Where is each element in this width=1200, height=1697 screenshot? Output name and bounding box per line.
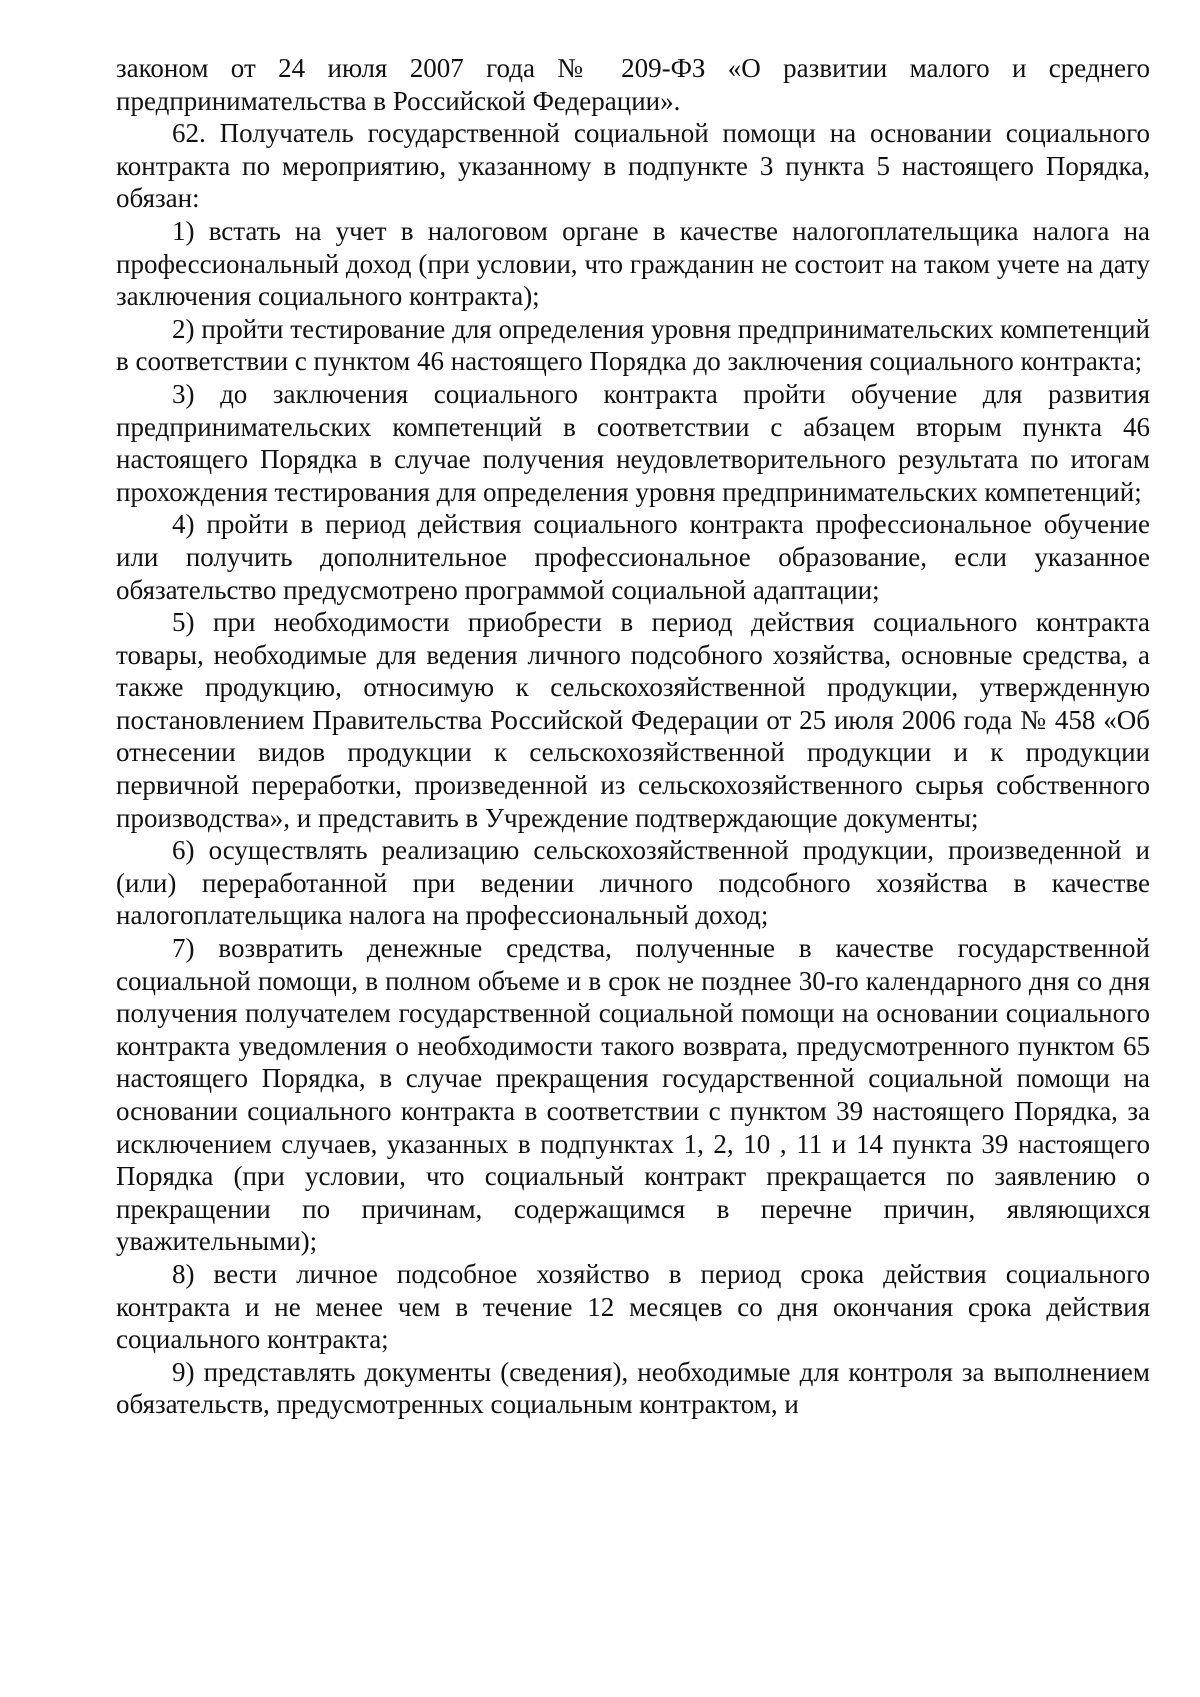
paragraph-continuation: законом от 24 июля 2007 года № 209-ФЗ «О развитии малого и среднего предпринимательства в Российской Федерации». bbox=[116, 53, 1150, 116]
paragraph-subitem-1: 1) встать на учет в налоговом органе в качестве налогоплательщика налога на профессиональный доход (при условии, что гражданин не состоит на таком учете на дату заключения социального контракта); bbox=[116, 215, 1150, 312]
paragraph-subitem-2: 2) пройти тестирование для определения уровня предпринимательских компетенций в соответствии с пунктом 46 настоящего Порядка до заключения социального контракта; bbox=[116, 313, 1150, 377]
paragraph-item-62: 62. Получатель государственной социальной помощи на основании социального контракта по мероприятию, указанному в подпункте 3 пункта 5 настоящего Порядка, обязан: bbox=[116, 118, 1150, 214]
paragraph-subitem-6: 6) осуществлять реализацию сельскохозяйственной продукции, произведенной и (или) переработанной при ведении личного подсобного хозяйства в качестве налогоплательщика налога на профессиональный доход; bbox=[116, 835, 1150, 931]
paragraph-subitem-9: 9) представлять документы (сведения), необходимые для контроля за выполнением обязательств, предусмотренных социальным контрактом, и bbox=[116, 1356, 1150, 1420]
paragraph-subitem-7: 7) возвратить денежные средства, полученные в качестве государственной социальной помощи, в полном объеме и в срок не позднее 30-го календарного дня со дня получения получателем государственной социальной помощи на основании социального контракта уведомления о необходимости такого возврата, предусмотренного пунктом 65 настоящего Порядка, в случае прекращения государственной социальной помощи на основании социального контракта в соответствии с пунктом 39 настоящего Порядка, за исключением случаев, указанных в подпунктах 1, 2, 10 , 11 и 14 пункта 39 настоящего Порядка (при условии, что социальный контракт прекращается по заявлению о прекращении по причинам, содержащимся в перечне причин, являющихся уважительными); bbox=[116, 933, 1150, 1257]
paragraph-subitem-4: 4) пройти в период действия социального контракта профессиональное обучение или получить дополнительное профессиональное образование, если указанное обязательство предусмотрено программой социальной адаптации; bbox=[116, 509, 1150, 605]
paragraph-subitem-5: 5) при необходимости приобрести в период действия социального контракта товары, необходимые для ведения личного подсобного хозяйства, основные средства, а также продукцию, относимую к сельскохозяйственной продукции, утвержденную постановлением Правительства Российской Федерации от 25 июля 2006 года № 458 «Об отнесении видов продукции к сельскохозяйственной продукции и к продукции первичной переработки, произведенной из сельскохозяйственного сырья собственного производства», и представить в Учреждение подтверждающие документы; bbox=[116, 607, 1150, 833]
paragraph-subitem-3: 3) до заключения социального контракта пройти обучение для развития предпринимательских компетенций в соответствии с абзацем вторым пункта 46 настоящего Порядка в случае получения неудовлетворительного результата по итогам прохождения тестирования для определения уровня предпринимательских компетенций; bbox=[116, 378, 1150, 507]
document-page bbox=[116, 52, 1150, 1421]
paragraph-subitem-8: 8) вести личное подсобное хозяйство в период срока действия социального контракта и не менее чем в течение 12 месяцев со дня окончания срока действия социального контракта; bbox=[116, 1258, 1150, 1355]
